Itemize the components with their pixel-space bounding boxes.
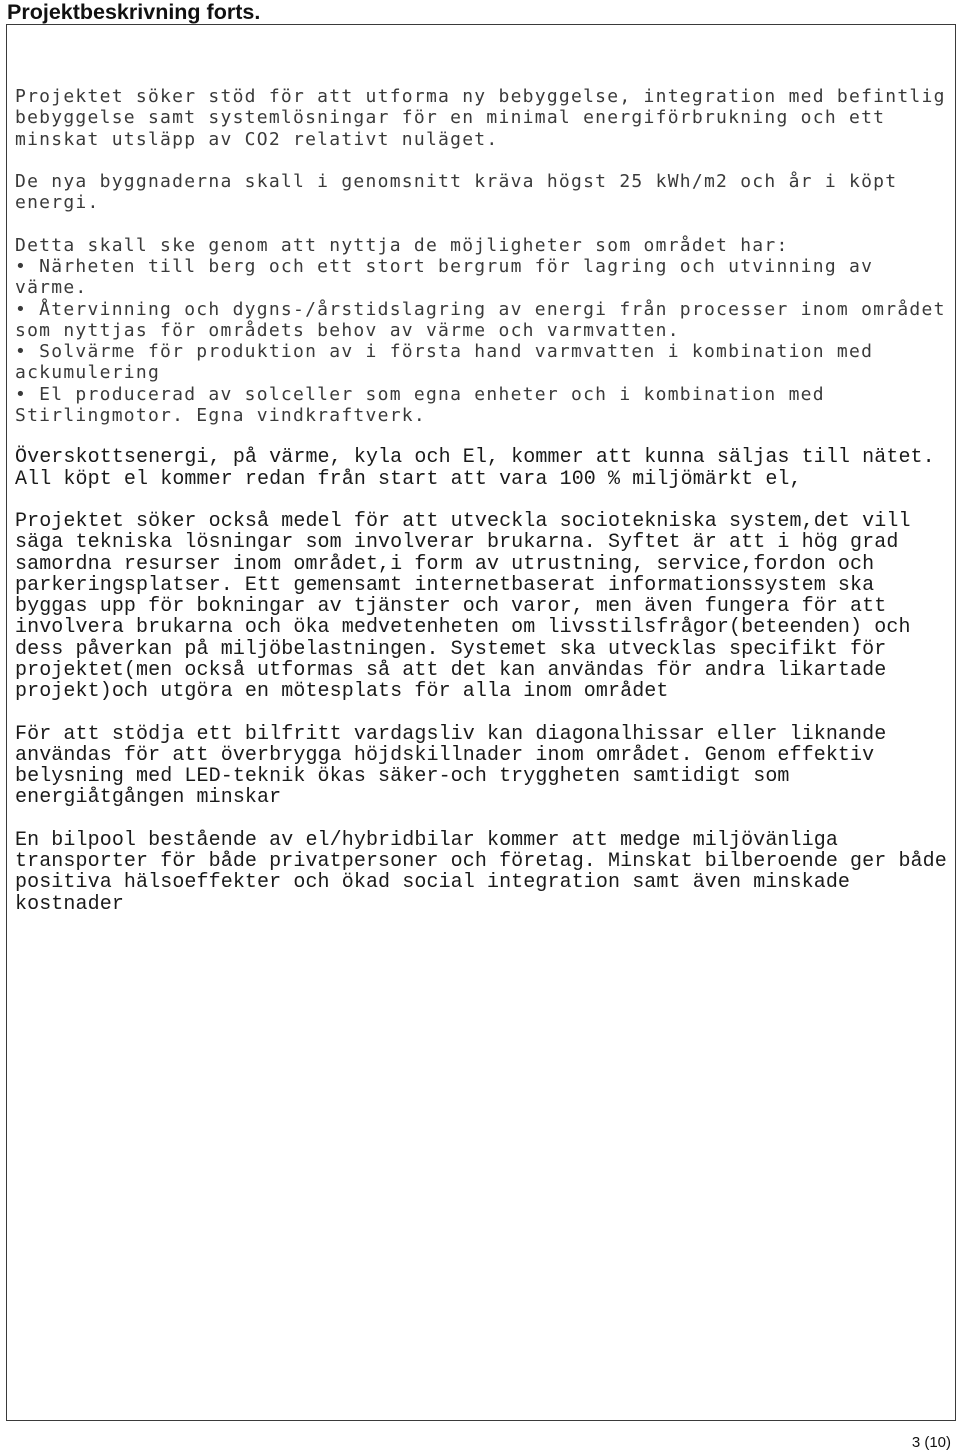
text-line: • Återvinning och dygns-/årstidslagring av energi från processer inom området: [15, 298, 946, 320]
text-line: positiva hälsoeffekter och ökad social integration samt även minskade: [15, 871, 851, 895]
text-line: energi.: [15, 192, 100, 214]
text-line: belysning med LED-teknik ökas säker-och tryggheten samtidigt som: [15, 765, 790, 788]
text-line: För att stödja ett bilfritt vardagsliv kan diagonalhissar eller liknande: [15, 722, 887, 746]
text-line: Överskottsenergi, på värme, kyla och El, kommer att kunna säljas till nätet.: [15, 446, 935, 470]
text-line: kostnader: [15, 892, 124, 916]
paragraph: [15, 447, 955, 490]
text-line: dess påverkan på miljöbelastningen. Systemet ska utvecklas specifikt för: [15, 637, 887, 661]
text-line: ackumulering: [15, 362, 161, 384]
text-line: byggas upp för bokningar av tjänster och varor, men även fungera för att: [15, 595, 887, 618]
paragraph: [15, 724, 955, 809]
text-line: bebyggelse samt systemlösningar för en minimal energiförbrukning och ett: [15, 107, 886, 129]
page-number: 3 (10): [911, 1434, 951, 1451]
paragraph: [15, 86, 955, 150]
text-line: De nya byggnaderna skall i genomsnitt kräva högst 25 kWh/m2 och år i köpt: [15, 171, 898, 192]
paragraph: [15, 171, 955, 214]
body-text: [15, 86, 955, 915]
text-line: säga tekniska lösningar som involverar brukarna. Syftet är att i hög grad: [15, 531, 899, 555]
text-line: värme.: [15, 277, 88, 299]
text-line: användas för att överbrygga höjdskillnader inom området. Genom effektiv: [15, 743, 875, 767]
text-line: projektet(men också utformas så att det kan användas för andra likartade: [15, 658, 887, 682]
text-frame: [6, 24, 956, 1421]
text-line: minskat utsläpp av CO2 relativt nuläget.: [15, 128, 499, 150]
text-line: • El producerad av solceller som egna enheter och i kombination med: [15, 383, 825, 405]
paragraph: [15, 830, 955, 915]
text-line: • Närheten till berg och ett stort bergrum för lagring och utvinning av: [15, 256, 874, 277]
text-line: • Solvärme för produktion av i första hand varmvatten i kombination med: [15, 341, 874, 362]
text-line: Detta skall ske genom att nyttja de möjligheter som området har:: [15, 234, 789, 256]
text-line: energiåtgången minskar: [15, 786, 282, 810]
page-title: Projektbeskrivning forts.: [7, 0, 261, 24]
text-line: Projektet söker också medel för att utveckla sociotekniska system,det vill: [15, 510, 911, 533]
text-line: Stirlingmotor. Egna vindkraftverk.: [15, 404, 426, 426]
text-line: parkeringsplatser. Ett gemensamt internetbaserat informationssystem ska: [15, 573, 875, 597]
paragraph: [15, 511, 955, 702]
text-line: All köpt el kommer redan från start att vara 100 % miljömärkt el,: [15, 467, 802, 491]
text-line: transporter för både privatpersoner och företag. Minskat bilberoende ger både: [15, 850, 947, 873]
text-line: En bilpool bestående av el/hybridbilar kommer att medge miljövänliga: [15, 828, 838, 852]
paragraph: [15, 235, 955, 426]
text-line: samordna resurser inom området,i form av utrustning, service,fordon och: [15, 552, 875, 576]
text-line: projekt)och utgöra en mötesplats för alla inom området: [15, 680, 669, 703]
text-line: involvera brukarna och öka medvetenheten om livsstilsfrågor(beteenden) och: [15, 616, 911, 640]
text-line: Projektet söker stöd för att utforma ny bebyggelse, integration med befintlig: [15, 86, 946, 107]
text-line: som nyttjas för områdets behov av värme och varmvatten.: [15, 319, 680, 341]
